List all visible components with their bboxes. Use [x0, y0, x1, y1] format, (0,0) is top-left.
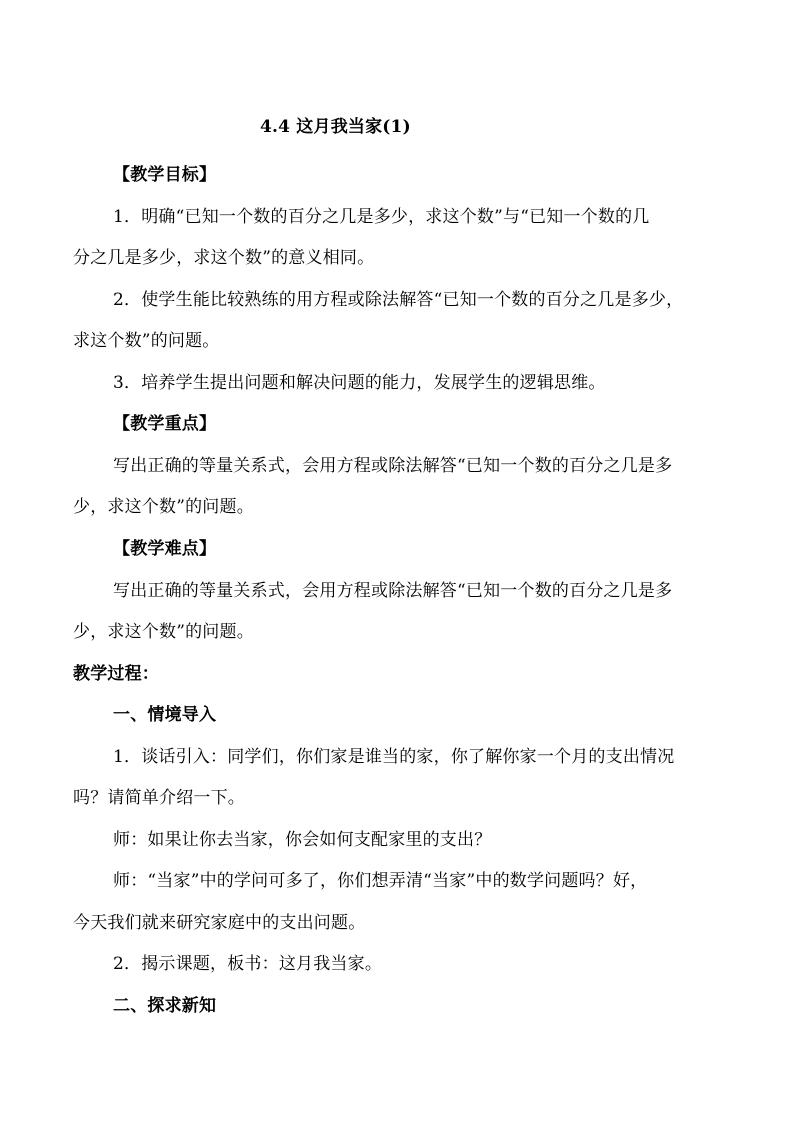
- difficult-points-line-2: 少，求这个数”的问题。: [73, 622, 254, 642]
- section-1-p4: 2．揭示课题，板书：这月我当家。: [113, 954, 383, 974]
- section-1-p3-line-2: 今天我们就来研究家庭中的支出问题。: [73, 913, 366, 933]
- difficult-points-heading: 【教学难点】: [113, 539, 217, 559]
- section-1-p1-line-2: 吗？请简单介绍一下。: [73, 788, 245, 808]
- page-title: 4.4 这月我当家(1): [260, 117, 411, 137]
- section-1-p2: 师：如果让你去当家，你会如何支配家里的支出？: [113, 830, 492, 850]
- section-2-heading: 二、探求新知: [113, 996, 217, 1016]
- key-points-line-2: 少，求这个数”的问题。: [73, 497, 254, 517]
- objective-2-line-2: 求这个数”的问题。: [73, 331, 220, 351]
- section-1-heading: 一、情境导入: [113, 705, 217, 725]
- process-heading: 教学过程：: [73, 664, 159, 684]
- difficult-points-line-1: 写出正确的等量关系式，会用方程或除法解答“已知一个数的百分之几是多: [113, 581, 673, 601]
- objective-1-line-2: 分之几是多少，求这个数”的意义相同。: [73, 248, 375, 268]
- objective-3: 3．培养学生提出问题和解决问题的能力，发展学生的逻辑思维。: [113, 373, 606, 393]
- section-1-p1-line-1: 1．谈话引入：同学们，你们家是谁当的家，你了解你家一个月的支出情况: [113, 747, 675, 767]
- section-1-p3-line-1: 师：“当家”中的学问可多了，你们想弄清“当家”中的数学问题吗？好，: [113, 871, 648, 891]
- key-points-line-1: 写出正确的等量关系式，会用方程或除法解答“已知一个数的百分之几是多: [113, 456, 673, 476]
- objective-2-line-1: 2．使学生能比较熟练的用方程或除法解答“已知一个数的百分之几是多少，: [113, 290, 684, 310]
- objective-1-line-1: 1．明确“已知一个数的百分之几是多少，求这个数”与“已知一个数的几: [113, 207, 650, 227]
- objectives-heading: 【教学目标】: [113, 165, 217, 185]
- key-points-heading: 【教学重点】: [113, 414, 217, 434]
